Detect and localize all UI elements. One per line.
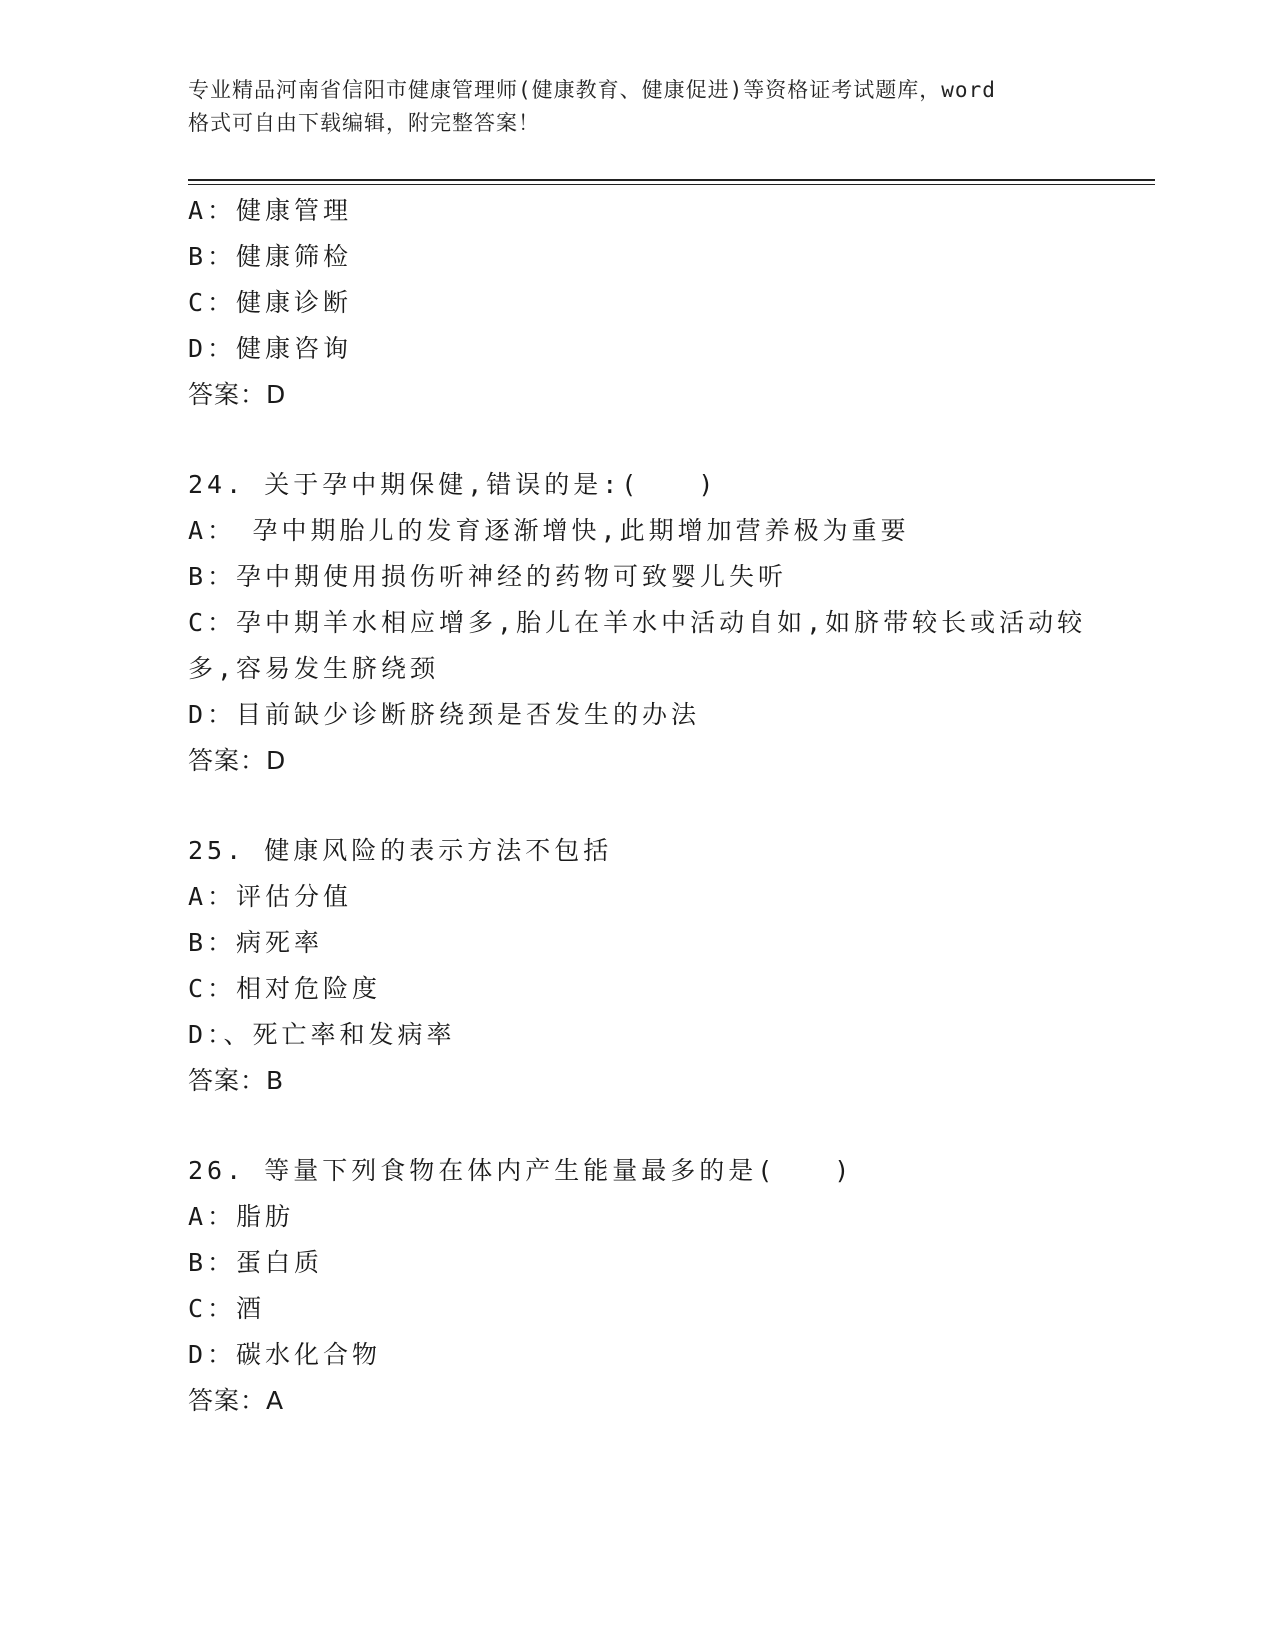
document-header [188, 74, 1088, 140]
option-b: B：孕中期使用损伤听神经的药物可致婴儿失听 [188, 562, 788, 591]
question-stem: 25. 健康风险的表示方法不包括 [188, 836, 613, 865]
question-24 [188, 462, 1088, 784]
spacer [188, 1104, 1088, 1148]
option-b: B：蛋白质 [188, 1248, 324, 1277]
option-d: D：健康咨询 [188, 334, 353, 363]
option-c-continued: 多,容易发生脐绕颈 [188, 654, 440, 683]
option-c: C：酒 [188, 1294, 266, 1323]
option-c: C：孕中期羊水相应增多,胎儿在羊水中活动自如,如脐带较长或活动较 [188, 608, 1087, 637]
answer: 答案：B [188, 1066, 285, 1095]
option-d: D：碳水化合物 [188, 1340, 382, 1369]
option-d: D：、死亡率和发病率 [188, 1020, 456, 1049]
spacer [188, 784, 1088, 828]
option-c: C：健康诊断 [188, 288, 353, 317]
option-a: A：健康管理 [188, 196, 353, 225]
option-d: D：目前缺少诊断脐绕颈是否发生的办法 [188, 700, 701, 729]
option-a: A： 孕中期胎儿的发育逐渐增快,此期增加营养极为重要 [188, 516, 910, 545]
question-25 [188, 828, 1088, 1104]
answer: 答案：D [188, 380, 287, 409]
question-stem: 26. 等量下列食物在体内产生能量最多的是( ) [188, 1156, 854, 1185]
option-b: B：健康筛检 [188, 242, 353, 271]
option-c: C：相对危险度 [188, 974, 382, 1003]
spacer [188, 418, 1088, 462]
question-26 [188, 1148, 1088, 1424]
question-list [188, 188, 1088, 1424]
option-a: A：评估分值 [188, 882, 353, 911]
option-a: A：脂肪 [188, 1202, 295, 1231]
header-rule-thick [188, 179, 1155, 181]
option-b: B：病死率 [188, 928, 324, 957]
question-stem: 24. 关于孕中期保健,错误的是:( ) [188, 470, 718, 499]
header-line-1: 专业精品河南省信阳市健康管理师(健康教育、健康促进)等资格证考试题库，word [188, 78, 996, 102]
answer: 答案：D [188, 746, 287, 775]
question-23 [188, 188, 1088, 418]
header-line-2: 格式可自由下载编辑，附完整答案！ [188, 111, 540, 135]
answer: 答案：A [188, 1386, 285, 1415]
header-rule-thin [188, 184, 1155, 185]
